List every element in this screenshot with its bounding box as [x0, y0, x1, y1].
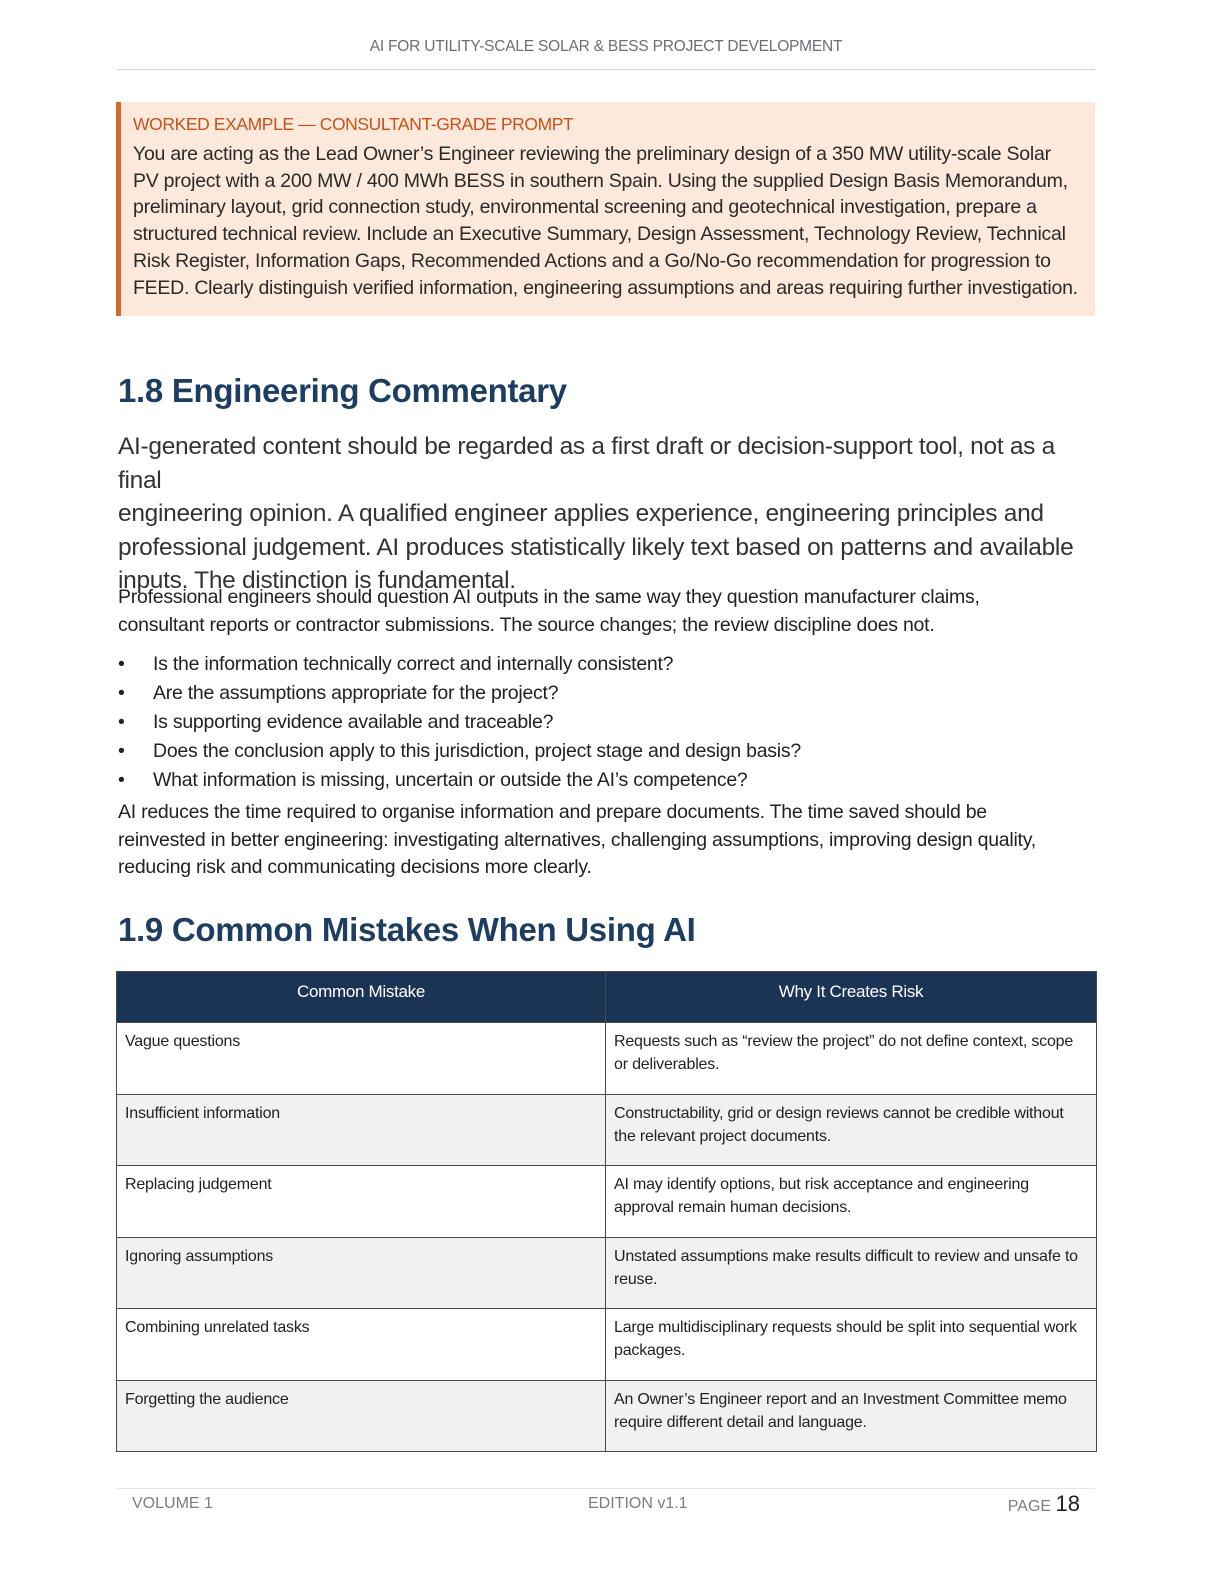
paragraph-line: Professional engineers should question AI outputs in the same way they question manufacturer claims, [118, 586, 980, 608]
table-row [117, 1309, 1097, 1381]
list-item [118, 766, 1078, 795]
column-header-common-mistake: Common Mistake [117, 972, 606, 1023]
body-paragraph-review-discipline [118, 584, 1093, 639]
risk-cell: An Owner’s Engineer report and an Investment Committee memo require different detail and language. [606, 1380, 1097, 1452]
list-item-text: Does the conclusion apply to this jurisdiction, project stage and design basis? [153, 740, 801, 762]
running-title: AI FOR UTILITY-SCALE SOLAR & BESS PROJECT DEVELOPMENT [369, 38, 843, 55]
mistake-cell: Vague questions [117, 1023, 606, 1095]
bullet-marker: • [118, 740, 125, 762]
footer-edition: EDITION v1.1 [588, 1495, 688, 1512]
paragraph-line: reinvested in better engineering: investigating alternatives, challenging assumptions, improving design quality, [118, 828, 1036, 851]
risk-cell: Unstated assumptions make results difficult to review and unsafe to reuse. [606, 1237, 1097, 1309]
common-mistakes-table [116, 971, 1097, 1452]
paragraph-line: AI reduces the time required to organise information and prepare documents. The time saved should be [118, 801, 987, 823]
mistake-cell: Ignoring assumptions [117, 1237, 606, 1309]
footer-page [1008, 1491, 1080, 1517]
bullet-marker: • [118, 682, 125, 704]
mistake-cell: Insufficient information [117, 1094, 606, 1166]
callout-line: You are acting as the Lead Owner’s Engineer reviewing the preliminary design of a 350 MW utility-scale Solar [133, 143, 1051, 165]
list-item [118, 737, 1078, 766]
lead-line: professional judgement. AI produces statistically likely text based on patterns and available [118, 533, 1074, 561]
section-heading-common-mistakes: 1.9 Common Mistakes When Using AI [118, 911, 696, 948]
table-row [117, 1237, 1097, 1309]
list-item [118, 708, 1078, 737]
list-item [118, 679, 1078, 708]
review-questions-list [118, 650, 1078, 795]
list-item-text: Is the information technically correct and internally consistent? [153, 653, 674, 675]
lead-paragraph [118, 430, 1088, 598]
callout-line: FEED. Clearly distinguish verified information, engineering assumptions and areas requiring further investigation. [133, 276, 1078, 299]
table-header-row [117, 972, 1097, 1023]
paragraph-line: reducing risk and communicating decisions more clearly. [118, 856, 592, 878]
footer-page-label: PAGE [1007, 1498, 1052, 1515]
list-item-text: Are the assumptions appropriate for the project? [153, 682, 559, 704]
risk-cell: Large multidisciplinary requests should be split into sequential work packages. [606, 1309, 1097, 1381]
risk-cell: Requests such as “review the project” do not define context, scope or deliverables. [606, 1023, 1097, 1095]
callout-line: structured technical review. Include an Executive Summary, Design Assessment, Technology Review, Technical [133, 223, 1066, 246]
callout-line: PV project with a 200 MW / 400 MWh BESS in southern Spain. Using the supplied Design Basis Memorandum, [133, 169, 1068, 192]
table-row [117, 1166, 1097, 1238]
bullet-marker: • [118, 711, 125, 733]
callout-body [133, 141, 1079, 301]
worked-example-callout [116, 102, 1095, 316]
table-row [117, 1094, 1097, 1166]
risk-cell: Constructability, grid or design reviews cannot be credible without the relevant project documents. [606, 1094, 1097, 1166]
column-header-why-risk: Why It Creates Risk [606, 972, 1097, 1023]
running-header [117, 38, 1095, 70]
list-item-text: Is supporting evidence available and traceable? [153, 711, 554, 733]
paragraph-line: consultant reports or contractor submissions. The source changes; the review discipline does not. [118, 613, 935, 636]
lead-line: engineering opinion. A qualified engineer applies experience, engineering principles and [118, 500, 1044, 527]
mistake-cell: Combining unrelated tasks [117, 1309, 606, 1381]
bullet-marker: • [118, 769, 125, 791]
body-paragraph-time-saved [118, 799, 1093, 882]
mistake-cell: Forgetting the audience [117, 1380, 606, 1452]
footer-page-number: 18 [1055, 1491, 1080, 1516]
callout-line: Risk Register, Information Gaps, Recommended Actions and a Go/No-Go recommendation for progression to [133, 249, 1051, 272]
lead-line: inputs. The distinction is fundamental. [118, 567, 516, 594]
callout-line: preliminary layout, grid connection study, environmental screening and geotechnical investigation, prepare a [133, 196, 1037, 219]
list-item-text: What information is missing, uncertain or outside the AI’s competence? [153, 769, 748, 791]
footer-volume: VOLUME 1 [132, 1495, 213, 1512]
bullet-marker: • [118, 653, 125, 675]
table-row [117, 1380, 1097, 1452]
table-row [117, 1023, 1097, 1095]
callout-title: WORKED EXAMPLE — CONSULTANT-GRADE PROMPT [133, 114, 574, 134]
page-footer [117, 1488, 1095, 1529]
section-heading-engineering-commentary: 1.8 Engineering Commentary [118, 372, 567, 409]
lead-line: AI-generated content should be regarded as a first draft or decision-support tool, not as a final [118, 433, 1055, 494]
mistake-cell: Replacing judgement [117, 1166, 606, 1238]
list-item [118, 650, 1078, 679]
risk-cell: AI may identify options, but risk acceptance and engineering approval remain human decisions. [606, 1166, 1097, 1238]
